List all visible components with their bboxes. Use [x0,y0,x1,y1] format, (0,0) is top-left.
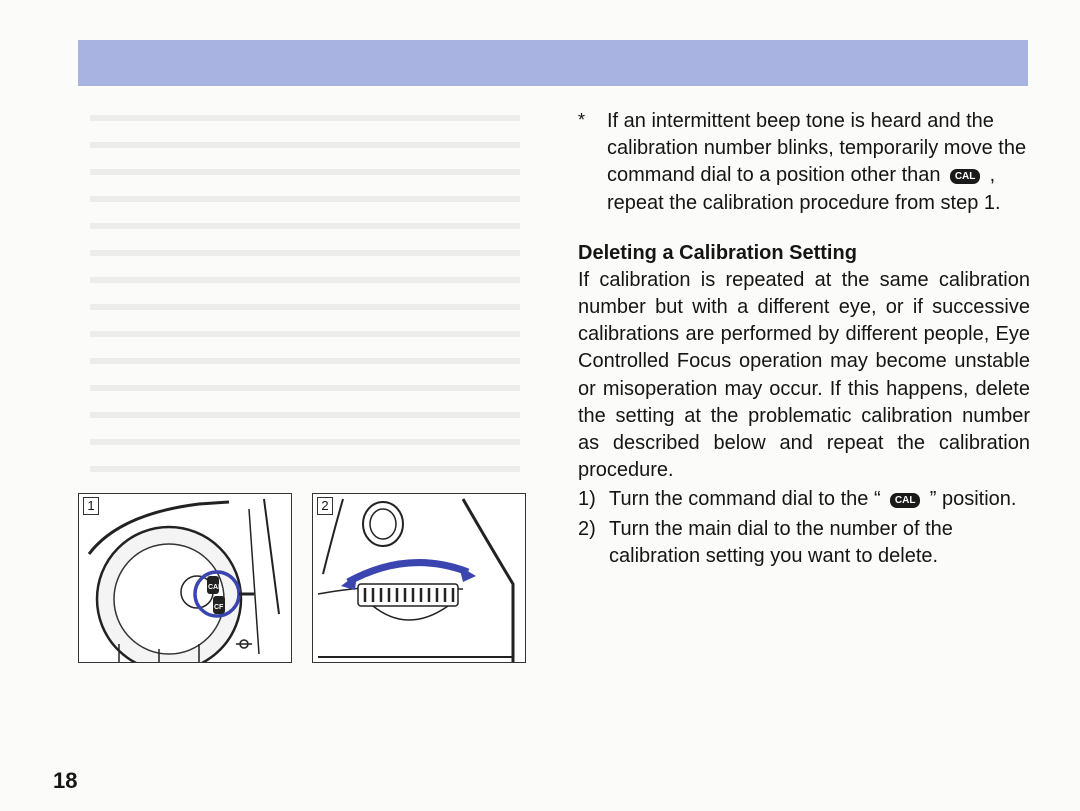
main-dial-illustration [313,494,525,662]
figure-1-number: 1 [83,497,99,515]
note-text-after: , repeat the calibration procedure from step 1. [607,164,1001,214]
note-bullet: * [578,110,586,130]
step-1-text-after: ” position. [929,488,1017,511]
section-paragraph: If calibration is repeated at the same calibration number but with a different eye, or if successive calibrations are performed by different people, Eye Controlled Focus operation may become unstable or misoperation may occur. If this happens, delete the setting at the problematic calibration number as described below and repeat the calibration procedure. [578,268,1030,482]
page-number: 18 [53,768,78,793]
step-2-number: 2) [578,517,596,540]
rotation-arrow [348,563,468,582]
step-2-text: Turn the main dial to the number of the calibration setting you want to delete. [609,517,953,567]
step-1-text-before: Turn the command dial to the “ [609,488,881,511]
cal-mode-icon: CAL [950,169,980,184]
step-2 [578,516,1030,570]
step-1 [578,486,1030,513]
figure-2-main-dial [312,493,526,663]
figure-2-number: 2 [317,497,333,515]
note-text-before: If an intermittent beep tone is heard and the calibration number blinks, temporarily move the command dial to a position other than [607,110,1027,187]
dial-label-cf: CF [214,604,224,611]
step-1-number: 1) [578,488,596,511]
cal-mode-icon: CAL [890,493,920,508]
header-band [78,40,1028,86]
mode-dial-illustration [79,494,291,662]
dial-label-cal: CAL [208,584,223,591]
note-paragraph [578,108,1030,217]
figure-1-mode-dial [78,493,292,663]
text-column [578,108,1030,570]
show-through-background [90,115,520,475]
section-heading: Deleting a Calibration Setting [578,241,857,264]
